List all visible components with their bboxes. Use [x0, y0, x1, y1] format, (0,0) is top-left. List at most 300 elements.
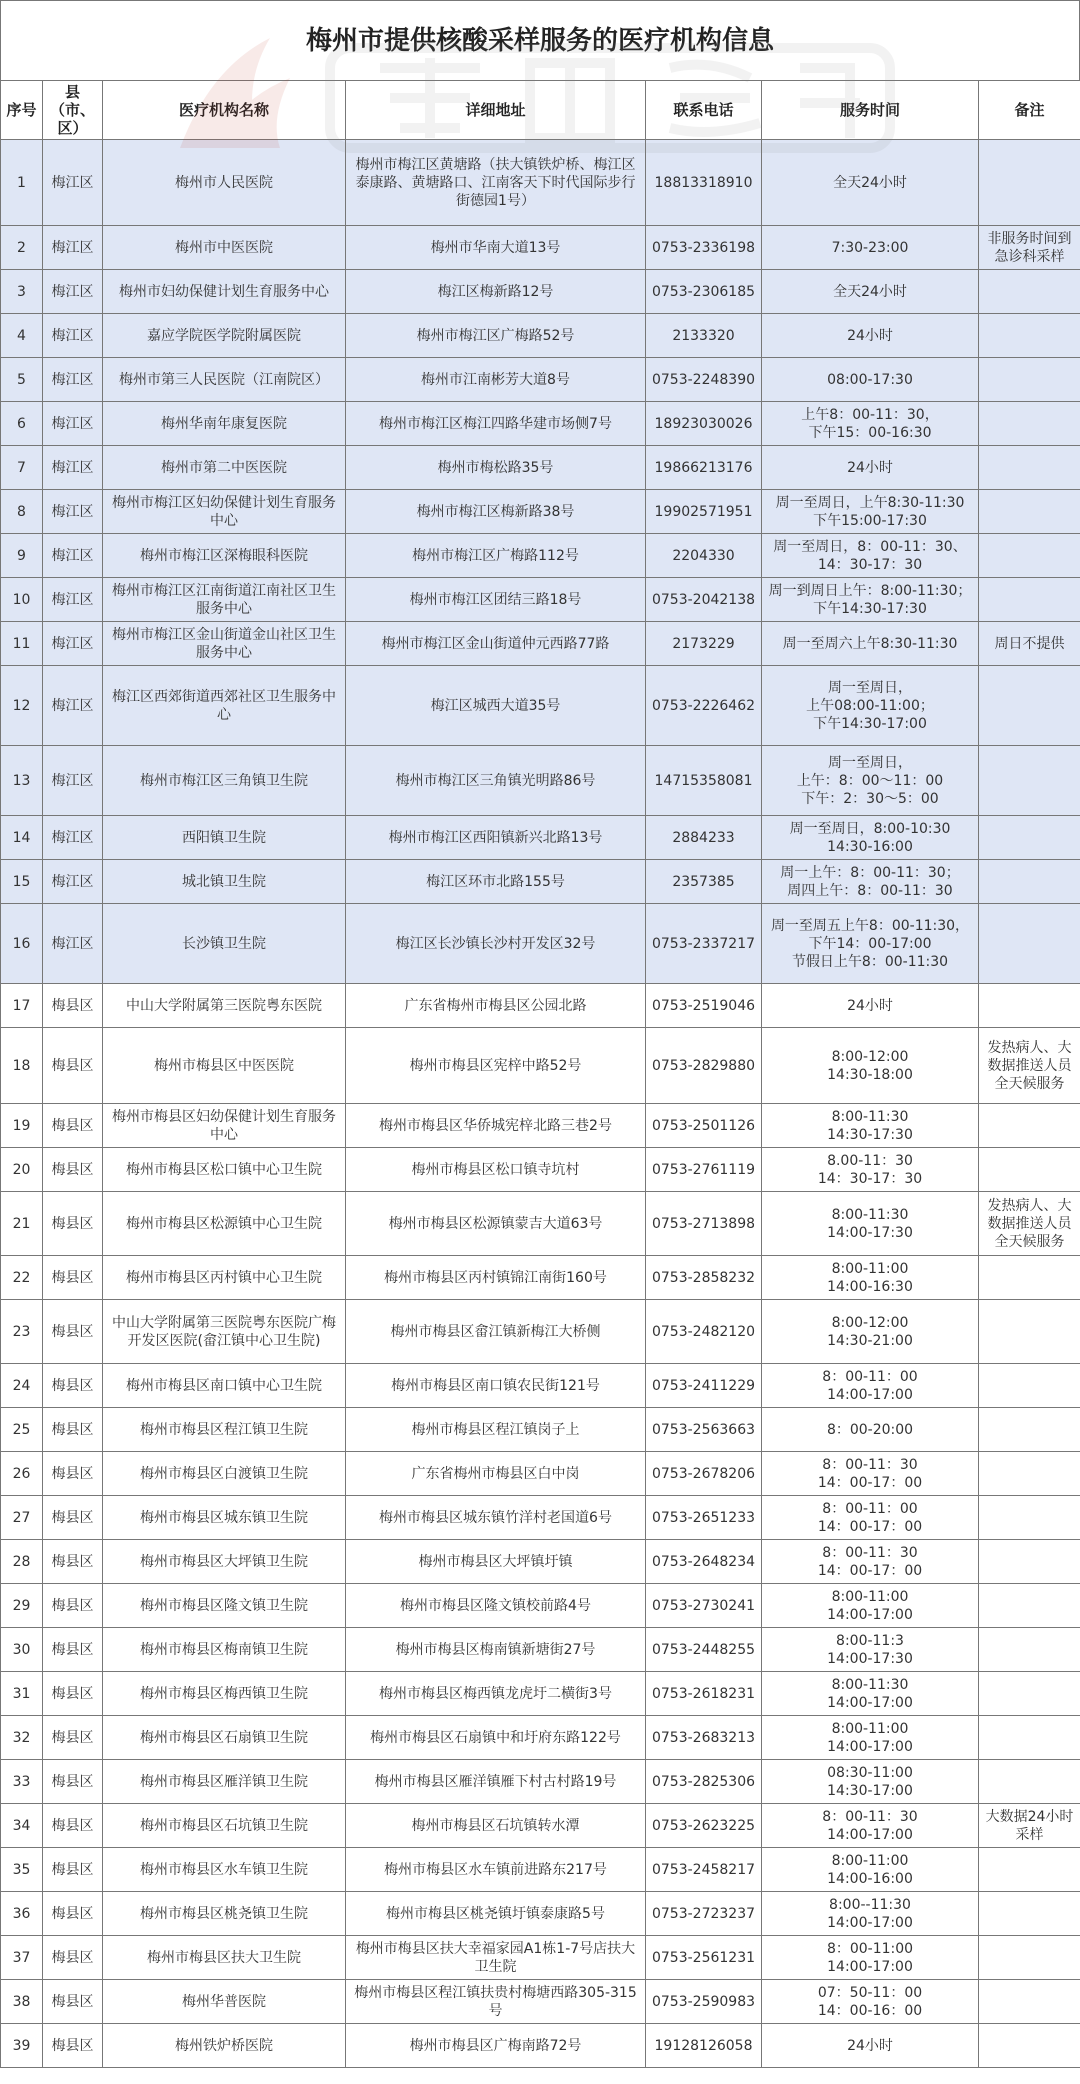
- table-row: [1, 1256, 1080, 1300]
- cell-institution-name: 长沙镇卫生院: [103, 904, 346, 984]
- cell-note: 周日不提供: [979, 622, 1080, 666]
- cell-phone: 19128126058: [646, 2024, 762, 2068]
- cell-address: 广东省梅州市梅县区白中岗: [346, 1452, 646, 1496]
- cell-institution-name: 梅州市妇幼保健计划生育服务中心: [103, 270, 346, 314]
- table-row: [1, 578, 1080, 622]
- cell-institution-name: 梅州市人民医院: [103, 140, 346, 226]
- cell-address: 梅州市梅县区梅南镇新塘街27号: [346, 1628, 646, 1672]
- table-row: [1, 490, 1080, 534]
- cell-index: 20: [1, 1148, 43, 1192]
- cell-index: 37: [1, 1936, 43, 1980]
- cell-institution-name: 梅州市第三人民医院（江南院区）: [103, 358, 346, 402]
- cell-institution-name: 梅江区西郊街道西郊社区卫生服务中心: [103, 666, 346, 746]
- cell-phone: 0753-2723237: [646, 1892, 762, 1936]
- cell-service-hours: 07：50-11：00 14：00-16：00: [762, 1980, 979, 2024]
- cell-phone: 19866213176: [646, 446, 762, 490]
- cell-address: 梅州市梅县区南口镇农民街121号: [346, 1364, 646, 1408]
- cell-address: 梅州市梅江区三角镇光明路86号: [346, 746, 646, 816]
- cell-note: [979, 860, 1080, 904]
- cell-county: 梅江区: [43, 358, 103, 402]
- cell-service-hours: 8:00-11:30 14:00-17:00: [762, 1672, 979, 1716]
- cell-county: 梅县区: [43, 1148, 103, 1192]
- table-row: [1, 622, 1080, 666]
- document-title: 梅州市提供核酸采样服务的医疗机构信息: [0, 0, 1080, 80]
- cell-service-hours: 24小时: [762, 2024, 979, 2068]
- table-header-row: [1, 81, 1080, 140]
- cell-address: 梅江区梅新路12号: [346, 270, 646, 314]
- cell-phone: 0753-2713898: [646, 1192, 762, 1256]
- cell-index: 21: [1, 1192, 43, 1256]
- cell-index: 34: [1, 1804, 43, 1848]
- cell-phone: 18813318910: [646, 140, 762, 226]
- cell-county: 梅江区: [43, 270, 103, 314]
- cell-address: 梅州市梅县区程江镇扶贵村梅塘西路305-315号: [346, 1980, 646, 2024]
- cell-phone: 0753-2482120: [646, 1300, 762, 1364]
- cell-county: 梅江区: [43, 226, 103, 270]
- cell-county: 梅县区: [43, 1716, 103, 1760]
- cell-service-hours: 24小时: [762, 446, 979, 490]
- cell-index: 5: [1, 358, 43, 402]
- cell-county: 梅县区: [43, 1104, 103, 1148]
- cell-institution-name: 梅州市梅江区三角镇卫生院: [103, 746, 346, 816]
- table-row: [1, 1028, 1080, 1104]
- cell-phone: 0753-2561231: [646, 1936, 762, 1980]
- cell-institution-name: 梅州市梅县区水车镇卫生院: [103, 1848, 346, 1892]
- cell-index: 17: [1, 984, 43, 1028]
- cell-service-hours: 周一至周日，8：00-11：30、 14：30-17：30: [762, 534, 979, 578]
- cell-service-hours: 8：00-11:00 14:00-17:00: [762, 1936, 979, 1980]
- cell-address: 梅州市梅县区石扇镇中和圩府东路122号: [346, 1716, 646, 1760]
- table-row: [1, 1364, 1080, 1408]
- cell-address: 梅州市梅江区梅江四路华建市场侧7号: [346, 402, 646, 446]
- header-service-hours: 服务时间: [762, 81, 979, 140]
- cell-service-hours: 8:00-11:3 14:00-17:30: [762, 1628, 979, 1672]
- header-county: 县（市、区）: [43, 81, 103, 140]
- cell-phone: 0753-2623225: [646, 1804, 762, 1848]
- cell-phone: 2133320: [646, 314, 762, 358]
- cell-index: 7: [1, 446, 43, 490]
- cell-index: 38: [1, 1980, 43, 2024]
- cell-institution-name: 梅州市梅县区妇幼保健计划生育服务中心: [103, 1104, 346, 1148]
- table-row: [1, 1892, 1080, 1936]
- cell-note: [979, 402, 1080, 446]
- cell-note: [979, 1980, 1080, 2024]
- cell-phone: 0753-2337217: [646, 904, 762, 984]
- cell-index: 4: [1, 314, 43, 358]
- cell-note: [979, 1672, 1080, 1716]
- cell-county: 梅县区: [43, 1452, 103, 1496]
- cell-phone: 0753-2563663: [646, 1408, 762, 1452]
- cell-county: 梅县区: [43, 1892, 103, 1936]
- cell-index: 14: [1, 816, 43, 860]
- cell-county: 梅江区: [43, 402, 103, 446]
- cell-note: [979, 1760, 1080, 1804]
- table-row: [1, 1104, 1080, 1148]
- cell-county: 梅县区: [43, 1540, 103, 1584]
- cell-address: 梅江区长沙镇长沙村开发区32号: [346, 904, 646, 984]
- cell-index: 15: [1, 860, 43, 904]
- cell-institution-name: 梅州市梅县区雁洋镇卫生院: [103, 1760, 346, 1804]
- cell-address: 梅州市华南大道13号: [346, 226, 646, 270]
- cell-service-hours: 24小时: [762, 314, 979, 358]
- cell-address: 梅州市梅江区广梅路112号: [346, 534, 646, 578]
- cell-address: 梅州市梅江区团结三路18号: [346, 578, 646, 622]
- cell-service-hours: 08:00-17:30: [762, 358, 979, 402]
- table-row: [1, 1496, 1080, 1540]
- table-row: [1, 314, 1080, 358]
- table-row: [1, 1584, 1080, 1628]
- table-row: [1, 1408, 1080, 1452]
- cell-institution-name: 梅州市梅县区丙村镇中心卫生院: [103, 1256, 346, 1300]
- cell-institution-name: 梅州市梅江区江南街道江南社区卫生服务中心: [103, 578, 346, 622]
- cell-address: 梅江区环市北路155号: [346, 860, 646, 904]
- cell-note: [979, 270, 1080, 314]
- cell-address: 梅州市梅县区松口镇寺坑村: [346, 1148, 646, 1192]
- cell-phone: 0753-2501126: [646, 1104, 762, 1148]
- cell-phone: 0753-2648234: [646, 1540, 762, 1584]
- cell-index: 25: [1, 1408, 43, 1452]
- cell-institution-name: 城北镇卫生院: [103, 860, 346, 904]
- cell-county: 梅县区: [43, 1804, 103, 1848]
- cell-index: 29: [1, 1584, 43, 1628]
- cell-institution-name: 梅州市梅县区扶大卫生院: [103, 1936, 346, 1980]
- table-row: [1, 1804, 1080, 1848]
- cell-service-hours: 周一至周日， 上午：8：00～11：00 下午：2：30～5：00: [762, 746, 979, 816]
- cell-phone: 0753-2448255: [646, 1628, 762, 1672]
- table-row: [1, 270, 1080, 314]
- cell-county: 梅江区: [43, 746, 103, 816]
- cell-index: 13: [1, 746, 43, 816]
- cell-county: 梅县区: [43, 1936, 103, 1980]
- cell-note: [979, 1452, 1080, 1496]
- cell-county: 梅江区: [43, 816, 103, 860]
- cell-note: [979, 1716, 1080, 1760]
- cell-phone: 0753-2761119: [646, 1148, 762, 1192]
- table-row: [1, 534, 1080, 578]
- cell-note: 非服务时间到急诊科采样: [979, 226, 1080, 270]
- cell-service-hours: 8：00-11：00 14：00-17：00: [762, 1496, 979, 1540]
- cell-note: [979, 1628, 1080, 1672]
- cell-institution-name: 梅州市梅县区梅南镇卫生院: [103, 1628, 346, 1672]
- cell-note: [979, 666, 1080, 746]
- cell-index: 27: [1, 1496, 43, 1540]
- cell-service-hours: 8：00-11：00 14:00-17:00: [762, 1364, 979, 1408]
- cell-phone: 18923030026: [646, 402, 762, 446]
- cell-index: 9: [1, 534, 43, 578]
- cell-index: 3: [1, 270, 43, 314]
- cell-note: [979, 1148, 1080, 1192]
- cell-address: 梅州市梅县区水车镇前进路东217号: [346, 1848, 646, 1892]
- cell-county: 梅县区: [43, 1760, 103, 1804]
- cell-institution-name: 梅州市梅江区金山街道金山社区卫生服务中心: [103, 622, 346, 666]
- cell-index: 36: [1, 1892, 43, 1936]
- cell-institution-name: 中山大学附属第三医院粤东医院广梅开发区医院(畲江镇中心卫生院): [103, 1300, 346, 1364]
- cell-index: 12: [1, 666, 43, 746]
- cell-service-hours: 8：00-11：30 14：00-17：00: [762, 1540, 979, 1584]
- cell-phone: 0753-2336198: [646, 226, 762, 270]
- cell-service-hours: 8:00-12:00 14:30-21:00: [762, 1300, 979, 1364]
- cell-note: [979, 314, 1080, 358]
- table-row: [1, 1848, 1080, 1892]
- cell-address: 梅州市梅县区梅西镇龙虎圩二横街3号: [346, 1672, 646, 1716]
- table-row: [1, 1300, 1080, 1364]
- cell-note: [979, 816, 1080, 860]
- cell-address: 梅州市梅县区松源镇蒙吉大道63号: [346, 1192, 646, 1256]
- cell-address: 梅州市梅县区程江镇岗子上: [346, 1408, 646, 1452]
- table-row: [1, 1148, 1080, 1192]
- cell-address: 梅州市梅江区梅新路38号: [346, 490, 646, 534]
- table-row: [1, 816, 1080, 860]
- cell-index: 28: [1, 1540, 43, 1584]
- table-row: [1, 860, 1080, 904]
- cell-address: 梅州市梅松路35号: [346, 446, 646, 490]
- cell-note: [979, 578, 1080, 622]
- cell-county: 梅县区: [43, 1364, 103, 1408]
- cell-address: 梅州市梅县区隆文镇校前路4号: [346, 1584, 646, 1628]
- table-row: [1, 1672, 1080, 1716]
- cell-service-hours: 8:00-11:00 14:00-17:00: [762, 1716, 979, 1760]
- cell-service-hours: 周一上午：8：00-11：30； 周四上午：8：00-11：30: [762, 860, 979, 904]
- cell-index: 6: [1, 402, 43, 446]
- table-row: [1, 904, 1080, 984]
- header-phone: 联系电话: [646, 81, 762, 140]
- cell-phone: 0753-2226462: [646, 666, 762, 746]
- cell-phone: 0753-2618231: [646, 1672, 762, 1716]
- cell-institution-name: 梅州华普医院: [103, 1980, 346, 2024]
- cell-county: 梅县区: [43, 984, 103, 1028]
- cell-phone: 0753-2590983: [646, 1980, 762, 2024]
- cell-note: [979, 904, 1080, 984]
- table-row: [1, 1540, 1080, 1584]
- cell-index: 11: [1, 622, 43, 666]
- cell-address: 梅州市梅县区雁洋镇雁下村古村路19号: [346, 1760, 646, 1804]
- cell-index: 19: [1, 1104, 43, 1148]
- cell-institution-name: 梅州市梅县区梅西镇卫生院: [103, 1672, 346, 1716]
- cell-service-hours: 8:00-11:00 14:00-16:30: [762, 1256, 979, 1300]
- table-row: [1, 1760, 1080, 1804]
- cell-index: 2: [1, 226, 43, 270]
- cell-note: [979, 1104, 1080, 1148]
- cell-address: 梅州市梅县区大坪镇圩镇: [346, 1540, 646, 1584]
- cell-address: 梅州市梅县区广梅南路72号: [346, 2024, 646, 2068]
- cell-note: [979, 1300, 1080, 1364]
- cell-institution-name: 中山大学附属第三医院粤东医院: [103, 984, 346, 1028]
- cell-phone: 0753-2458217: [646, 1848, 762, 1892]
- cell-address: 梅州市梅县区扶大幸福家园A1栋1-7号店扶大卫生院: [346, 1936, 646, 1980]
- cell-service-hours: 08:30-11:00 14:30-17:00: [762, 1760, 979, 1804]
- cell-institution-name: 西阳镇卫生院: [103, 816, 346, 860]
- cell-county: 梅江区: [43, 622, 103, 666]
- cell-phone: 0753-2829880: [646, 1028, 762, 1104]
- table-row: [1, 1716, 1080, 1760]
- cell-note: [979, 534, 1080, 578]
- cell-county: 梅县区: [43, 1672, 103, 1716]
- cell-county: 梅县区: [43, 1628, 103, 1672]
- cell-note: 发热病人、大数据推送人员全天候服务: [979, 1192, 1080, 1256]
- cell-service-hours: 周一到周日上午：8:00-11:30； 下午14:30-17:30: [762, 578, 979, 622]
- cell-phone: 0753-2042138: [646, 578, 762, 622]
- clinics-table: [0, 80, 1080, 2068]
- cell-note: 发热病人、大数据推送人员全天候服务: [979, 1028, 1080, 1104]
- cell-phone: 0753-2411229: [646, 1364, 762, 1408]
- cell-index: 33: [1, 1760, 43, 1804]
- cell-institution-name: 梅州华南年康复医院: [103, 402, 346, 446]
- cell-institution-name: 梅州市梅县区大坪镇卫生院: [103, 1540, 346, 1584]
- cell-county: 梅县区: [43, 1192, 103, 1256]
- header-address: 详细地址: [346, 81, 646, 140]
- cell-institution-name: 梅州市梅江区妇幼保健计划生育服务中心: [103, 490, 346, 534]
- cell-address: 梅州市梅县区宪梓中路52号: [346, 1028, 646, 1104]
- cell-service-hours: 上午8：00-11：30， 下午15：00-16:30: [762, 402, 979, 446]
- cell-note: [979, 2024, 1080, 2068]
- cell-service-hours: 8:00--11:30 14:00-17:00: [762, 1892, 979, 1936]
- cell-county: 梅江区: [43, 446, 103, 490]
- cell-service-hours: 周一至周五上午8：00-11:30， 下午14：00-17:00 节假日上午8：00-11:30: [762, 904, 979, 984]
- cell-county: 梅江区: [43, 904, 103, 984]
- cell-service-hours: 8：00-20:00: [762, 1408, 979, 1452]
- cell-address: 梅江区城西大道35号: [346, 666, 646, 746]
- cell-county: 梅江区: [43, 140, 103, 226]
- cell-service-hours: 周一至周日， 上午08:00-11:00； 下午14:30-17:00: [762, 666, 979, 746]
- table-row: [1, 984, 1080, 1028]
- table-row: [1, 1452, 1080, 1496]
- cell-county: 梅县区: [43, 1300, 103, 1364]
- cell-county: 梅江区: [43, 666, 103, 746]
- cell-note: [979, 1408, 1080, 1452]
- cell-service-hours: 全天24小时: [762, 270, 979, 314]
- cell-note: [979, 140, 1080, 226]
- cell-county: 梅江区: [43, 534, 103, 578]
- cell-institution-name: 梅州市梅江区深梅眼科医院: [103, 534, 346, 578]
- cell-institution-name: 梅州市梅县区隆文镇卫生院: [103, 1584, 346, 1628]
- cell-index: 1: [1, 140, 43, 226]
- cell-address: 梅州市梅县区华侨城宪梓北路三巷2号: [346, 1104, 646, 1148]
- cell-note: [979, 1584, 1080, 1628]
- cell-note: [979, 746, 1080, 816]
- cell-index: 16: [1, 904, 43, 984]
- cell-index: 31: [1, 1672, 43, 1716]
- table-row: [1, 140, 1080, 226]
- cell-index: 32: [1, 1716, 43, 1760]
- table-row: [1, 358, 1080, 402]
- cell-service-hours: 8:00-12:00 14:30-18:00: [762, 1028, 979, 1104]
- cell-county: 梅江区: [43, 314, 103, 358]
- cell-note: [979, 1256, 1080, 1300]
- cell-institution-name: 梅州市梅县区中医医院: [103, 1028, 346, 1104]
- cell-service-hours: 周一至周日，8:00-10:30 14:30-16:00: [762, 816, 979, 860]
- cell-address: 梅州市梅县区石坑镇转水潭: [346, 1804, 646, 1848]
- table-row: [1, 666, 1080, 746]
- cell-index: 24: [1, 1364, 43, 1408]
- cell-county: 梅县区: [43, 2024, 103, 2068]
- cell-phone: 0753-2306185: [646, 270, 762, 314]
- cell-institution-name: 嘉应学院医学院附属医院: [103, 314, 346, 358]
- cell-institution-name: 梅州市梅县区桃尧镇卫生院: [103, 1892, 346, 1936]
- cell-phone: 0753-2825306: [646, 1760, 762, 1804]
- cell-institution-name: 梅州市梅县区松口镇中心卫生院: [103, 1148, 346, 1192]
- cell-county: 梅县区: [43, 1408, 103, 1452]
- cell-index: 23: [1, 1300, 43, 1364]
- cell-phone: 2884233: [646, 816, 762, 860]
- cell-index: 22: [1, 1256, 43, 1300]
- cell-address: 梅州市梅县区丙村镇锦江南街160号: [346, 1256, 646, 1300]
- cell-index: 35: [1, 1848, 43, 1892]
- cell-index: 10: [1, 578, 43, 622]
- cell-index: 18: [1, 1028, 43, 1104]
- cell-service-hours: 8:00-11:00 14:00-17:00: [762, 1584, 979, 1628]
- header-institution-name: 医疗机构名称: [103, 81, 346, 140]
- cell-institution-name: 梅州市梅县区城东镇卫生院: [103, 1496, 346, 1540]
- cell-service-hours: 8:00-11:00 14:00-16:00: [762, 1848, 979, 1892]
- cell-phone: 0753-2519046: [646, 984, 762, 1028]
- cell-county: 梅县区: [43, 1028, 103, 1104]
- cell-county: 梅县区: [43, 1256, 103, 1300]
- table-row: [1, 402, 1080, 446]
- cell-address: 广东省梅州市梅县区公园北路: [346, 984, 646, 1028]
- cell-note: [979, 1540, 1080, 1584]
- table-row: [1, 1628, 1080, 1672]
- cell-service-hours: 8：00-11：30 14:00-17:00: [762, 1804, 979, 1848]
- cell-institution-name: 梅州铁炉桥医院: [103, 2024, 346, 2068]
- cell-phone: 0753-2248390: [646, 358, 762, 402]
- cell-note: [979, 1936, 1080, 1980]
- table-row: [1, 446, 1080, 490]
- header-note: 备注: [979, 81, 1080, 140]
- cell-address: 梅州市梅江区金山街道仲元西路77路: [346, 622, 646, 666]
- table-row: [1, 1980, 1080, 2024]
- cell-address: 梅州市梅县区畲江镇新梅江大桥侧: [346, 1300, 646, 1364]
- table-row: [1, 746, 1080, 816]
- cell-phone: 0753-2858232: [646, 1256, 762, 1300]
- cell-address: 梅州市梅县区城东镇竹洋村老国道6号: [346, 1496, 646, 1540]
- cell-service-hours: 全天24小时: [762, 140, 979, 226]
- cell-phone: 2357385: [646, 860, 762, 904]
- cell-institution-name: 梅州市第二中医医院: [103, 446, 346, 490]
- cell-service-hours: 7:30-23:00: [762, 226, 979, 270]
- cell-service-hours: 8:00-11:30 14:30-17:30: [762, 1104, 979, 1148]
- cell-phone: 0753-2651233: [646, 1496, 762, 1540]
- cell-phone: 0753-2683213: [646, 1716, 762, 1760]
- cell-county: 梅县区: [43, 1980, 103, 2024]
- cell-note: [979, 446, 1080, 490]
- cell-phone: 0753-2678206: [646, 1452, 762, 1496]
- cell-note: [979, 1848, 1080, 1892]
- cell-county: 梅县区: [43, 1584, 103, 1628]
- table-row: [1, 1192, 1080, 1256]
- cell-county: 梅江区: [43, 578, 103, 622]
- cell-institution-name: 梅州市梅县区松源镇中心卫生院: [103, 1192, 346, 1256]
- cell-note: [979, 1496, 1080, 1540]
- cell-note: [979, 984, 1080, 1028]
- cell-address: 梅州市梅江区黄塘路（扶大镇铁炉桥、梅江区泰康路、黄塘路口、江南客天下时代国际步行街德园1号）: [346, 140, 646, 226]
- cell-county: 梅江区: [43, 490, 103, 534]
- cell-phone: 19902571951: [646, 490, 762, 534]
- cell-service-hours: 周一至周六上午8:30-11:30: [762, 622, 979, 666]
- cell-service-hours: 8:00-11:30 14:00-17:30: [762, 1192, 979, 1256]
- cell-note: 大数据24小时采样: [979, 1804, 1080, 1848]
- cell-address: 梅州市梅江区西阳镇新兴北路13号: [346, 816, 646, 860]
- cell-institution-name: 梅州市梅县区南口镇中心卫生院: [103, 1364, 346, 1408]
- cell-county: 梅县区: [43, 1848, 103, 1892]
- cell-phone: 0753-2730241: [646, 1584, 762, 1628]
- cell-address: 梅州市梅县区桃尧镇圩镇泰康路5号: [346, 1892, 646, 1936]
- cell-institution-name: 梅州市梅县区石坑镇卫生院: [103, 1804, 346, 1848]
- cell-phone: 14715358081: [646, 746, 762, 816]
- cell-address: 梅州市江南彬芳大道8号: [346, 358, 646, 402]
- cell-institution-name: 梅州市中医医院: [103, 226, 346, 270]
- cell-index: 30: [1, 1628, 43, 1672]
- table-row: [1, 226, 1080, 270]
